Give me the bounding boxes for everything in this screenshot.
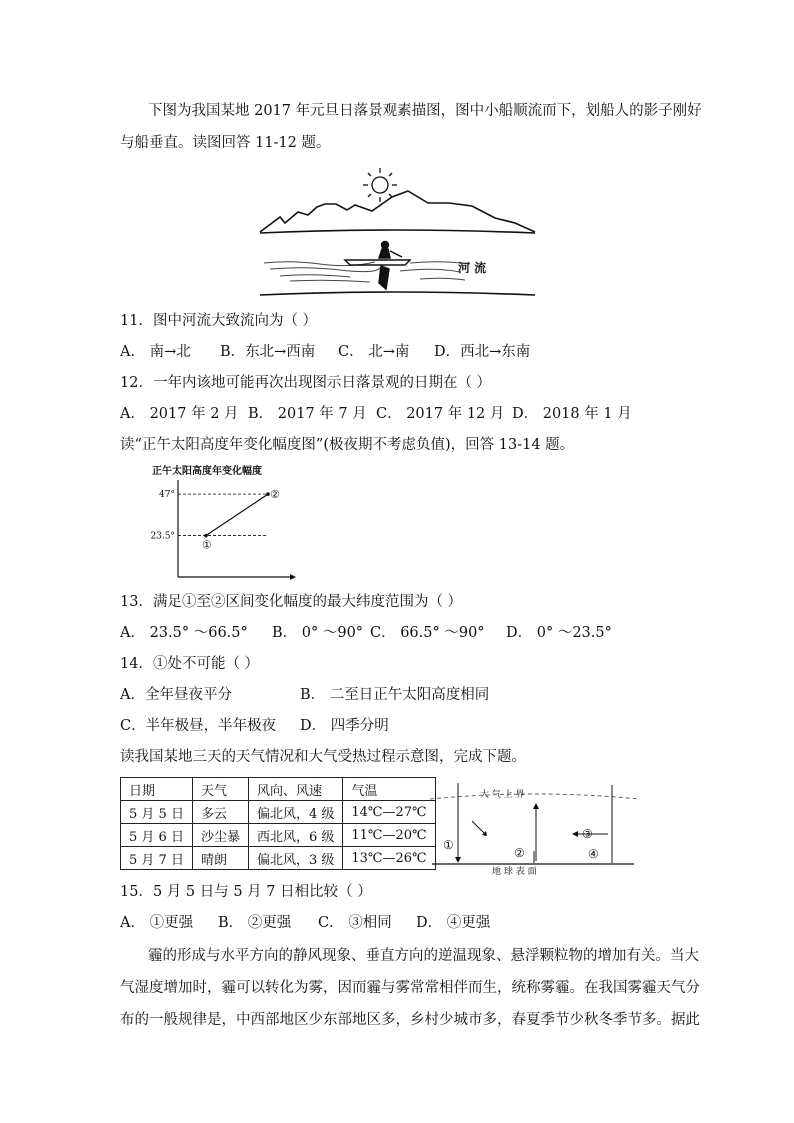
sunset-sketch-figure — [250, 165, 550, 300]
weather-table — [120, 777, 436, 870]
passage-line-2: 气湿度增加时，霾可以转化为雾，因而霾与雾常常相伴而生，统称雾霾。在我国雾霾天气分 — [120, 980, 700, 996]
q15-option-a[interactable]: A． ①更强 — [120, 915, 194, 931]
marker-1: ① — [443, 838, 454, 852]
atmosphere-top-label: 大 气 上 界 — [480, 790, 525, 800]
q14-option-c[interactable]: C．半年极昼，半年极夜 — [120, 718, 277, 734]
earth-surface-label: 地 球 表 面 — [492, 867, 537, 877]
table-cell: 14℃—27℃ — [343, 801, 435, 824]
y-tick-label-23-5: 23.5° — [150, 531, 175, 542]
atmospheric-heating-diagram — [428, 777, 642, 875]
q13-stem: 13．满足①至②区间变化幅度的最大纬度范围为（ ） — [120, 594, 463, 610]
q12-option-d[interactable]: D． 2018 年 1 月 — [512, 406, 632, 422]
data-point-1 — [204, 534, 208, 538]
x-axis-arrow — [290, 574, 296, 580]
q13-option-a[interactable]: A． 23.5° ～66.5° — [120, 625, 248, 641]
river-label: 河 流 — [458, 261, 487, 275]
point-label-1: ① — [202, 538, 212, 552]
q13-option-d[interactable]: D． 0° ～23.5° — [506, 625, 612, 641]
q14-stem: 14．①处不可能（ ） — [120, 656, 260, 672]
q11-option-d[interactable]: D．西北→东南 — [434, 344, 531, 360]
q11-stem: 11．图中河流大致流向为（ ） — [120, 313, 318, 329]
table-cell: 沙尘暴 — [192, 824, 248, 847]
table-header-row — [121, 778, 436, 801]
q15-option-b[interactable]: B． ②更强 — [218, 915, 292, 931]
q11-option-a[interactable]: A． 南→北 — [120, 344, 191, 360]
atmosphere-top-boundary — [430, 794, 640, 799]
q15-option-c[interactable]: C． ③相同 — [318, 915, 392, 931]
q15-stem: 15．5 月 5 日与 5 月 7 日相比较（ ） — [120, 884, 372, 900]
marker-2: ② — [514, 846, 525, 860]
table-cell: 西北风，6 级 — [248, 824, 342, 847]
series-line — [206, 494, 268, 535]
table-header: 日期 — [121, 778, 193, 801]
table-cell: 偏北风，4 级 — [248, 801, 342, 824]
table-cell: 偏北风，3 级 — [248, 847, 342, 870]
q12-stem: 12．一年内该地可能再次出现图示日落景观的日期在（ ） — [120, 375, 492, 391]
q11-option-c[interactable]: C． 北→南 — [338, 344, 410, 360]
q12-option-c[interactable]: C． 2017 年 12 月 — [376, 406, 505, 422]
q12-option-b[interactable]: B． 2017 年 7 月 — [248, 406, 367, 422]
table-cell: 5 月 5 日 — [121, 801, 193, 824]
table-cell: 晴朗 — [192, 847, 248, 870]
passage-line-3: 布的一般规律是，中西部地区少东部地区多，乡村少城市多，春夏季节少秋冬季节多。据此 — [120, 1012, 700, 1028]
table-cell: 5 月 7 日 — [121, 847, 193, 870]
chart-title: 正午太阳高度年变化幅度 — [152, 466, 262, 477]
intro-line-3: 读“正午太阳高度年变化幅度图”(极夜期不考虑负值)，回答 13-14 题。 — [120, 437, 575, 453]
table-cell: 13℃—26℃ — [343, 847, 435, 870]
boat-rower — [345, 242, 410, 290]
table-row — [121, 801, 436, 824]
intro-line-4: 读我国某地三天的天气情况和大气受热过程示意图，完成下题。 — [120, 749, 526, 765]
q11-option-b[interactable]: B．东北→西南 — [220, 344, 316, 360]
q12-option-a[interactable]: A． 2017 年 2 月 — [120, 406, 239, 422]
q15-option-d[interactable]: D． ④更强 — [416, 915, 491, 931]
y-tick-label-47: 47° — [159, 490, 175, 501]
table-cell: 5 月 6 日 — [121, 824, 193, 847]
passage-line-1: 霾的形成与水平方向的静风现象、垂直方向的逆温现象、悬浮颗粒物的增加有关。当大 — [148, 948, 699, 964]
q14-option-d[interactable]: D． 四季分明 — [300, 718, 389, 734]
q13-option-b[interactable]: B． 0° ～90° — [272, 625, 364, 641]
table-header: 天气 — [192, 778, 248, 801]
table-cell: 11℃—20℃ — [343, 824, 435, 847]
table-cell: 多云 — [192, 801, 248, 824]
sun-angle-range-chart — [140, 462, 310, 587]
table-row — [121, 847, 436, 870]
q14-option-a[interactable]: A．全年昼夜平分 — [120, 687, 232, 703]
horizon-line — [260, 230, 535, 233]
riverbank-line — [260, 292, 535, 295]
marker-4: ④ — [588, 847, 599, 861]
intro-line-2: 与船垂直。读图回答 11-12 题。 — [120, 135, 331, 151]
marker-3: ③ — [582, 827, 593, 841]
q13-option-c[interactable]: C． 66.5° ～90° — [370, 625, 485, 641]
mountain-ridge — [260, 191, 535, 232]
intro-line-1: 下图为我国某地 2017 年元旦日落景观素描图，图中小船顺流而下，划船人的影子刚好 — [148, 103, 702, 119]
q14-option-b[interactable]: B． 二至日正午太阳高度相同 — [300, 687, 490, 703]
point-label-2: ② — [270, 488, 280, 502]
table-header: 气温 — [343, 778, 435, 801]
table-row — [121, 824, 436, 847]
table-header: 风向、风速 — [248, 778, 342, 801]
